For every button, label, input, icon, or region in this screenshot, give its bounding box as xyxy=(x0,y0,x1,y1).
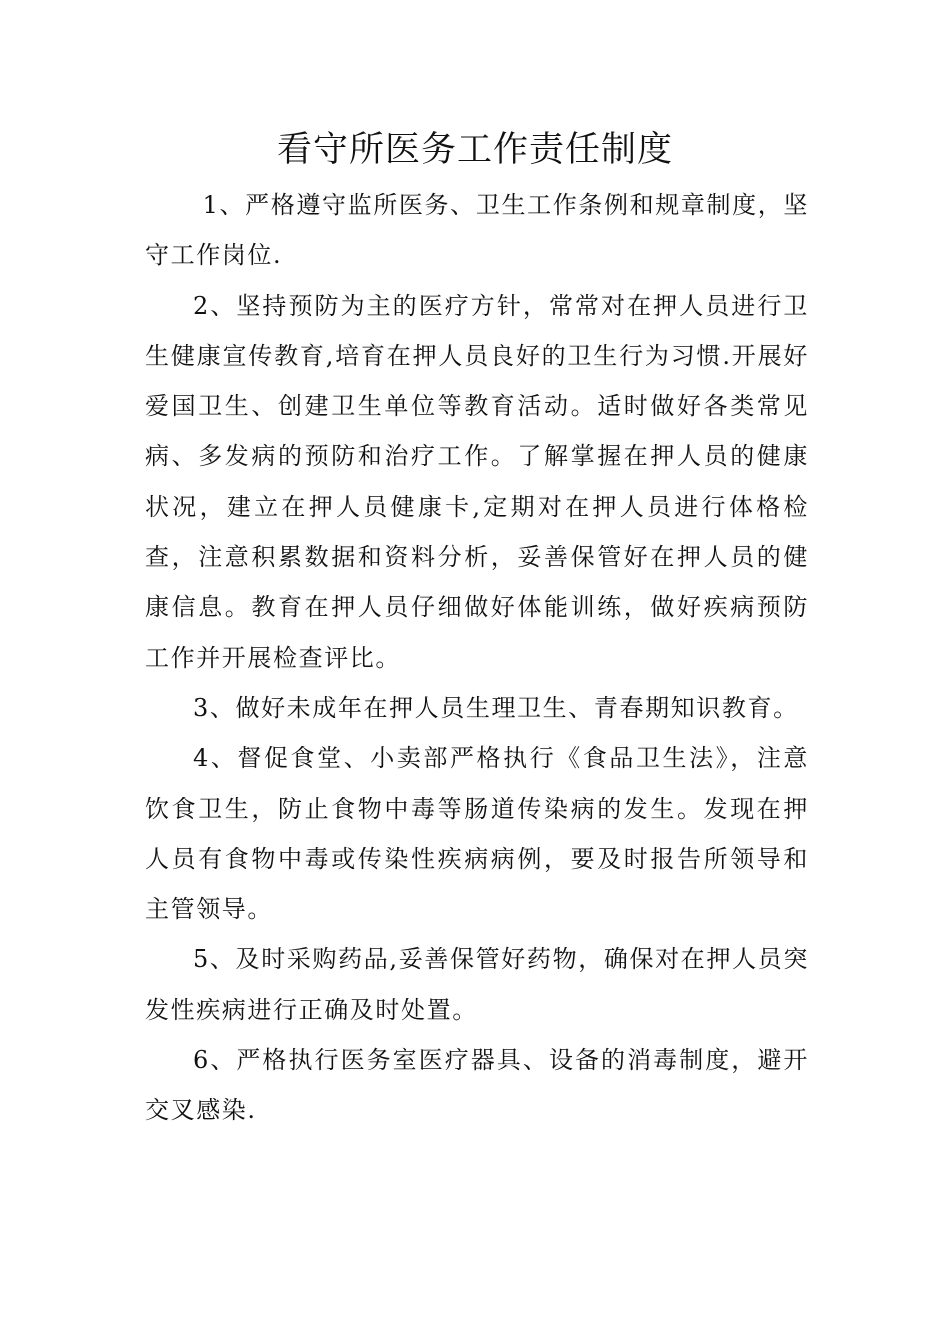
document-body xyxy=(145,180,809,1136)
paragraph-5: 5、及时采购药品,妥善保管好药物，确保对在押人员突发性疾病进行正确及时处置。 xyxy=(145,945,809,1024)
paragraph-1: 1、严格遵守监所医务、卫生工作条例和规章制度，坚守工作岗位. xyxy=(145,191,809,270)
document-title: 看守所医务工作责任制度 xyxy=(276,130,673,170)
paragraph-2: 2、坚持预防为主的医疗方针，常常对在押人员进行卫生健康宣传教育,培育在押人员良好的卫生行为习惯.开展好爱国卫生、创建卫生单位等教育活动。适时做好各类常见病、多发病的预防和治疗工作。了解掌握在押人员的健康状况，建立在押人员健康卡,定期对在押人员进行体格检查，注意积累数据和资料分析，妥善保管好在押人员的健康信息。教育在押人员仔细做好体能训练，做好疾病预防工作并开展检查评比。 xyxy=(145,291,809,672)
paragraph-6: 6、严格执行医务室医疗器具、设备的消毒制度，避开交叉感染. xyxy=(145,1046,809,1125)
paragraph-4: 4、督促食堂、小卖部严格执行《食品卫生法》，注意饮食卫生，防止食物中毒等肠道传染病的发生。发现在押人员有食物中毒或传染性疾病病例，要及时报告所领导和主管领导。 xyxy=(145,744,809,924)
paragraph-3: 3、做好未成年在押人员生理卫生、青春期知识教育。 xyxy=(193,693,799,722)
